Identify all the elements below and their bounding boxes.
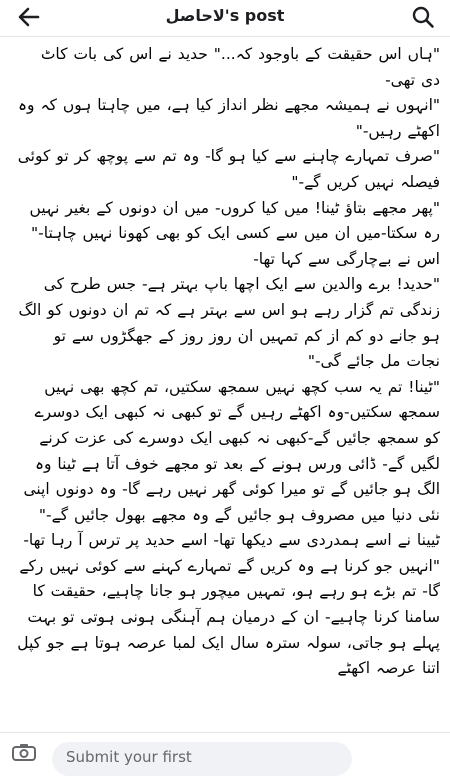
- post-paragraph: "صرف تمہارے چاہنے سے کیا ہو گا- وہ تم سے پوچھ کر تو کوئی فیصلہ نہیں کریں گے-": [17, 147, 440, 191]
- camera-icon: [12, 743, 36, 761]
- post-paragraph: "پھر مجھے بتاؤ ٹینا! میں کیا کروں- میں ان دونوں کے بغیر نہیں رہ سکتا-میں ان میں سے کسی ایک کو بھی کھونا نہیں چاہتا-" اس نے بےچارگی سے کہا تھا-: [29, 198, 440, 268]
- post-paragraph: "ٹینا! تم یہ سب کچھ نہیں سمجھ سکتیں، تم کچھ بھی نہیں سمجھ سکتیں-وہ اکھٹے رہیں گے تو کبھی نہ کبھی ایک دوسرے کو سمجھ جائیں گے-کبھی نہ کبھی ایک دوسرے کی عزت کرنے لگیں گے- ڈائی ورس ہونے کے بعد تو مجھے خوف آتا ہے ٹینا وہ الگ ہو جائیں گے تو میرا کوئی گھر نہیں رہے گا- وہ دونوں اپنی نئی دنیا میں مصروف ہو جائیں گے وہ مجھے بھول جائیں گے-": [23, 377, 440, 524]
- page-title: لاحاصل's post: [165, 6, 285, 25]
- post-paragraph: "حدید! برے والدین سے ایک اچھا باپ بہتر ہے- جس طرح کی زندگی تم گزار رہے ہو اس سے بہتر ہے کہ تم ان دونوں کو الگ ہو جانے دو کم از کم تمہیں ان روز روز کے جھگڑوں سے تو نجات مل جائے گی-": [18, 275, 440, 371]
- post-text: [16, 42, 440, 730]
- search-icon: [411, 5, 435, 29]
- search-button[interactable]: [408, 2, 438, 32]
- post-paragraph: ٹیینا نے اسے ہمدردی سے دیکھا تھا- اسے حدید پر ترس آ رہا تھا- "انہیں جو کرنا ہے وہ کریں گے تمہارے کہنے سے کوئی نہیں رکے گا- تم بڑے ہو رہے ہو، تمہیں میچور ہو جانا چاہیے، حقیقت کا سامنا کرنا چاہیے- ان کے درمیان ہم آہنگی ہونی ہوتی تو بہت پہلے ہو جاتی، سولہ سترہ سال ایک لمبا عرصہ ہوتا ہے جو کپل اتنا عرصہ اکھٹے: [17, 531, 440, 678]
- comment-composer: [0, 732, 450, 766]
- header-divider: [0, 36, 450, 37]
- comment-input[interactable]: Submit your first: [52, 742, 352, 776]
- post-paragraph: "انہوں نے ہمیشہ مجھے نظر انداز کیا ہے، میں چاہتا ہوں کہ وہ اکھٹے رہیں-": [17, 96, 440, 140]
- post-paragraph: "ہاں اس حقیقت کے باوجود کہ..." حدید نے اس کی بات کاٹ دی تھی-: [40, 45, 440, 89]
- camera-button[interactable]: [12, 743, 36, 761]
- top-bar: [0, 0, 450, 36]
